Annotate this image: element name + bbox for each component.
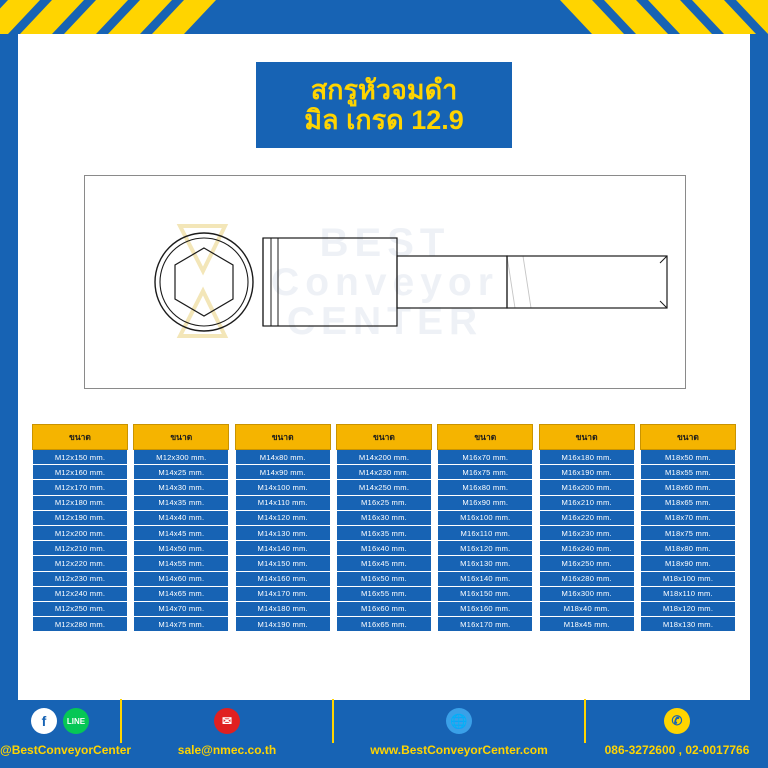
table-row: M18x65 mm. <box>640 496 736 511</box>
table-row: M16x220 mm. <box>539 511 635 526</box>
table-row: M14x100 mm. <box>235 480 331 495</box>
table-header: ขนาด <box>640 424 736 450</box>
table-row: M18x40 mm. <box>539 602 635 617</box>
email-item[interactable] <box>122 708 332 734</box>
table-row: M12x160 mm. <box>32 465 128 480</box>
table-header: ขนาด <box>539 424 635 450</box>
phone-icon[interactable]: ✆ <box>664 708 690 734</box>
size-table-3 <box>235 424 331 632</box>
table-row: M14x140 mm. <box>235 541 331 556</box>
table-row: M12x300 mm. <box>133 450 229 465</box>
table-row: M16x40 mm. <box>336 541 432 556</box>
table-row: M18x110 mm. <box>640 587 736 602</box>
table-row: M12x190 mm. <box>32 511 128 526</box>
facebook-item[interactable] <box>0 708 120 734</box>
table-row: M16x280 mm. <box>539 572 635 587</box>
table-row: M12x250 mm. <box>32 602 128 617</box>
website-item[interactable] <box>334 708 584 734</box>
page-title <box>256 62 512 148</box>
table-header: ขนาด <box>235 424 331 450</box>
table-row: M14x230 mm. <box>336 465 432 480</box>
table-row: M14x65 mm. <box>133 587 229 602</box>
table-row: M16x60 mm. <box>336 602 432 617</box>
table-row: M14x80 mm. <box>235 450 331 465</box>
table-row: M14x60 mm. <box>133 572 229 587</box>
footer <box>0 700 768 768</box>
table-row: M16x200 mm. <box>539 480 635 495</box>
table-row: M16x100 mm. <box>437 511 533 526</box>
socket-head-cap-screw-icon <box>85 176 685 388</box>
table-row: M14x25 mm. <box>133 465 229 480</box>
table-row: M14x70 mm. <box>133 602 229 617</box>
table-row: M16x45 mm. <box>336 556 432 571</box>
table-row: M16x160 mm. <box>437 602 533 617</box>
table-row: M14x30 mm. <box>133 480 229 495</box>
table-row: M12x230 mm. <box>32 572 128 587</box>
table-row: M18x80 mm. <box>640 541 736 556</box>
table-row: M18x75 mm. <box>640 526 736 541</box>
table-row: M12x150 mm. <box>32 450 128 465</box>
table-row: M18x50 mm. <box>640 450 736 465</box>
table-row: M16x190 mm. <box>539 465 635 480</box>
table-row: M16x140 mm. <box>437 572 533 587</box>
title-line-1: สกรูหัวจมดำ <box>310 74 458 105</box>
table-row: M14x170 mm. <box>235 587 331 602</box>
table-row: M12x170 mm. <box>32 480 128 495</box>
table-row: M16x80 mm. <box>437 480 533 495</box>
table-row: M16x35 mm. <box>336 526 432 541</box>
table-row: M16x110 mm. <box>437 526 533 541</box>
table-row: M14x90 mm. <box>235 465 331 480</box>
table-row: M14x160 mm. <box>235 572 331 587</box>
table-row: M16x30 mm. <box>336 511 432 526</box>
table-row: M18x70 mm. <box>640 511 736 526</box>
table-row: M16x120 mm. <box>437 541 533 556</box>
table-row: M14x35 mm. <box>133 496 229 511</box>
table-row: M18x130 mm. <box>640 617 736 632</box>
table-row: M16x180 mm. <box>539 450 635 465</box>
table-row: M14x130 mm. <box>235 526 331 541</box>
phone-label[interactable]: 086-3272600 , 02-0017766 <box>604 743 750 757</box>
table-row: M16x210 mm. <box>539 496 635 511</box>
table-header: ขนาด <box>32 424 128 450</box>
email-label[interactable]: sale@nmec.co.th <box>177 743 277 757</box>
table-row: M16x70 mm. <box>437 450 533 465</box>
table-row: M16x250 mm. <box>539 556 635 571</box>
size-table-6 <box>539 424 635 632</box>
table-row: M18x45 mm. <box>539 617 635 632</box>
table-row: M12x210 mm. <box>32 541 128 556</box>
phone-item[interactable] <box>586 708 768 734</box>
table-row: M14x200 mm. <box>336 450 432 465</box>
table-row: M12x240 mm. <box>32 587 128 602</box>
table-row: M16x170 mm. <box>437 617 533 632</box>
table-row: M14x110 mm. <box>235 496 331 511</box>
watermark-line-2: Conveyor <box>271 261 499 304</box>
table-row: M16x300 mm. <box>539 587 635 602</box>
table-row: M12x180 mm. <box>32 496 128 511</box>
table-row: M16x150 mm. <box>437 587 533 602</box>
table-row: M18x100 mm. <box>640 572 736 587</box>
size-table-5 <box>437 424 533 632</box>
table-row: M12x200 mm. <box>32 526 128 541</box>
watermark-line-3: CENTER <box>286 300 484 343</box>
size-table-1 <box>32 424 128 632</box>
table-row: M16x25 mm. <box>336 496 432 511</box>
table-row: M18x90 mm. <box>640 556 736 571</box>
table-row: M14x180 mm. <box>235 602 331 617</box>
globe-icon[interactable]: 🌐 <box>446 708 472 734</box>
table-row: M16x75 mm. <box>437 465 533 480</box>
footer-text-row <box>0 736 768 764</box>
product-image-panel <box>84 175 686 389</box>
table-row: M18x55 mm. <box>640 465 736 480</box>
table-row: M14x120 mm. <box>235 511 331 526</box>
facebook-label[interactable]: @BestConveyorCenter <box>0 743 132 757</box>
footer-icons-row <box>0 704 768 738</box>
title-line-2: มิล เกรด 12.9 <box>304 105 464 135</box>
table-row: M12x280 mm. <box>32 617 128 632</box>
table-row: M16x55 mm. <box>336 587 432 602</box>
table-row: M14x250 mm. <box>336 480 432 495</box>
table-header: ขนาด <box>133 424 229 450</box>
top-chevron-band <box>0 0 768 34</box>
table-row: M18x120 mm. <box>640 602 736 617</box>
table-row: M16x65 mm. <box>336 617 432 632</box>
table-row: M16x130 mm. <box>437 556 533 571</box>
table-header: ขนาด <box>437 424 533 450</box>
table-row: M14x75 mm. <box>133 617 229 632</box>
table-row: M14x40 mm. <box>133 511 229 526</box>
watermark-line-1: BEST <box>319 221 451 265</box>
size-tables <box>32 424 736 632</box>
line-icon[interactable]: LINE <box>63 708 89 734</box>
size-table-4 <box>336 424 432 632</box>
table-row: M14x55 mm. <box>133 556 229 571</box>
table-row: M16x240 mm. <box>539 541 635 556</box>
table-row: M14x190 mm. <box>235 617 331 632</box>
table-row: M16x90 mm. <box>437 496 533 511</box>
table-row: M14x50 mm. <box>133 541 229 556</box>
website-label[interactable]: www.BestConveyorCenter.com <box>370 743 548 757</box>
table-row: M14x150 mm. <box>235 556 331 571</box>
table-row: M12x220 mm. <box>32 556 128 571</box>
facebook-icon[interactable]: f <box>31 708 57 734</box>
envelope-icon[interactable]: ✉ <box>214 708 240 734</box>
table-row: M14x45 mm. <box>133 526 229 541</box>
table-row: M16x50 mm. <box>336 572 432 587</box>
table-row: M18x60 mm. <box>640 480 736 495</box>
table-header: ขนาด <box>336 424 432 450</box>
size-table-2 <box>133 424 229 632</box>
size-table-7 <box>640 424 736 632</box>
table-row: M16x230 mm. <box>539 526 635 541</box>
